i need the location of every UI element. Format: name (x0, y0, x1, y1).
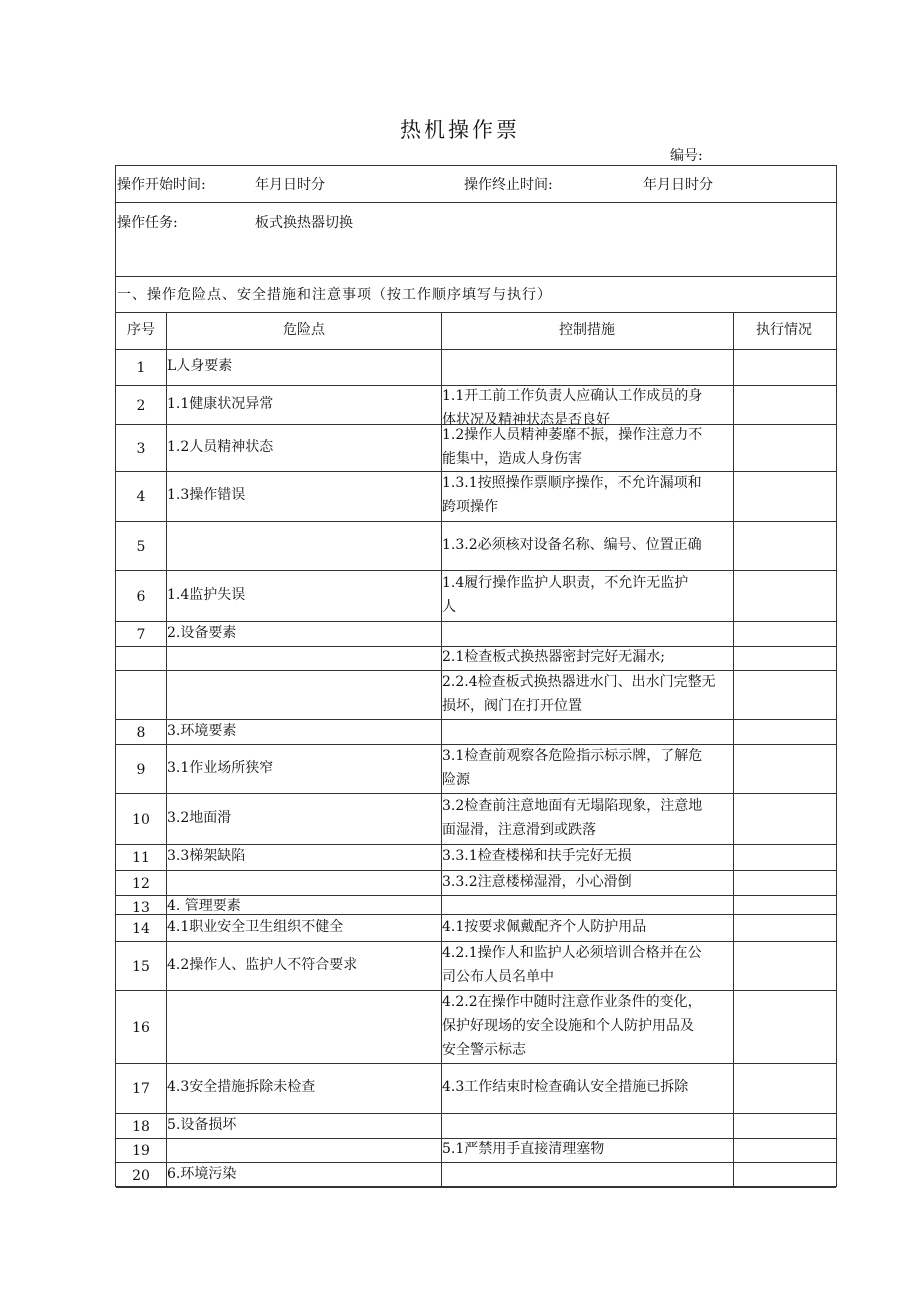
hazard-point: 2.设备要素 (167, 625, 237, 641)
hazard-point: 4.3安全措施拆除未检查 (167, 1079, 316, 1095)
row-number: 16 (132, 1020, 150, 1036)
section-title: 一、操作危险点、安全措施和注意事项（按工作顺序填写与执行） (117, 287, 552, 303)
control-measure-line: 3.3.2注意楼梯湿滑，小心滑倒 (442, 874, 632, 890)
execution-status-cell[interactable] (734, 942, 834, 989)
hazard-point: 4. 管理要素 (167, 898, 241, 914)
task-value[interactable]: 板式换热器切换 (255, 215, 353, 231)
table-row-rule (116, 1187, 836, 1188)
start-time-label: 操作开始时间: (117, 177, 206, 193)
control-measure-line: 1.3.1按照操作票顺序操作，不允许漏项和 (442, 475, 702, 491)
execution-status-cell[interactable] (734, 1139, 834, 1161)
control-measure-line: 4.3工作结束时检查确认安全措施已拆除 (442, 1079, 689, 1095)
row-number: 5 (136, 539, 146, 555)
execution-status-cell[interactable] (734, 647, 834, 669)
control-measure-line: 人 (442, 599, 456, 615)
operation-ticket-table (115, 165, 837, 1187)
start-time-value[interactable]: 年月日时分 (255, 177, 325, 193)
row-number: 20 (132, 1168, 150, 1184)
control-measure-line: 4.2.2在操作中随时注意作业条件的变化， (442, 994, 702, 1010)
row-number: 10 (132, 812, 150, 828)
row-number: 9 (136, 762, 146, 778)
hazard-point: 4.2操作人、监护人不符合要求 (167, 957, 358, 973)
control-measure-line: 5.1严禁用手直接清理塞物 (442, 1141, 605, 1157)
control-measure-line: 4.2.1操作人和监护人必须培训合格并在公 (442, 945, 702, 961)
execution-status-cell[interactable] (734, 915, 834, 940)
rule (116, 276, 836, 277)
row-number: 19 (132, 1143, 150, 1159)
execution-status-cell[interactable] (734, 671, 834, 718)
row-number: 7 (136, 627, 146, 643)
serial-number-label: 编号: (670, 148, 703, 164)
column-header: 控制措施 (559, 322, 615, 338)
execution-status-cell[interactable] (734, 845, 834, 869)
execution-status-cell[interactable] (734, 871, 834, 894)
control-measure-line: 能集中，造成人身伤害 (442, 451, 582, 467)
hazard-point: 1.3操作错误 (167, 487, 246, 503)
control-measure-line: 安全警示标志 (442, 1042, 526, 1058)
hazard-point: 5.设备损坏 (167, 1117, 237, 1133)
hazard-point: 3.3梯架缺陷 (167, 848, 246, 864)
task-label: 操作任务: (117, 215, 178, 231)
execution-status-cell[interactable] (734, 1163, 834, 1186)
hazard-point: 1.2人员精神状态 (167, 439, 274, 455)
execution-status-cell[interactable] (734, 794, 834, 843)
row-number: 6 (136, 589, 146, 605)
table-row-rule (116, 349, 836, 350)
end-time-value[interactable]: 年月日时分 (643, 177, 713, 193)
control-measure-line: 损坏，阀门在打开位置 (442, 698, 582, 714)
ticket-title: 热机操作票 (400, 118, 520, 142)
row-number: 14 (132, 921, 150, 937)
control-measure-line: 3.3.1检查楼梯和扶手完好无损 (442, 848, 632, 864)
execution-status-cell[interactable] (734, 896, 834, 913)
control-measure-line: 1.3.2必须核对设备名称、编号、位置正确 (442, 537, 702, 553)
row-number: 8 (136, 725, 146, 741)
hazard-point: 3.1作业场所狭窄 (167, 760, 274, 776)
row-number: 12 (132, 876, 150, 892)
control-measure-line: 司公布人员名单中 (442, 969, 554, 985)
execution-status-cell[interactable] (734, 522, 834, 569)
execution-status-cell[interactable] (734, 622, 834, 645)
row-number: 17 (132, 1081, 150, 1097)
control-measure-line: 3.1检查前观察各危险指示标示牌，了解危 (442, 748, 703, 764)
control-measure-line: 3.2检查前注意地面有无塌陷现象，注意地 (442, 798, 703, 814)
row-number: 1 (136, 360, 146, 376)
control-measure-line: 体状况及精神状态是否良好 (442, 412, 610, 428)
column-header: 序号 (127, 322, 155, 338)
control-measure-line: 保护好现场的安全设施和个人防护用品及 (442, 1018, 694, 1034)
table-row-rule (116, 521, 836, 522)
column-header: 危险点 (283, 322, 325, 338)
execution-status-cell[interactable] (734, 991, 834, 1062)
row-number: 18 (132, 1119, 150, 1135)
column-header: 执行情况 (756, 322, 812, 338)
execution-status-cell[interactable] (734, 720, 834, 743)
hazard-point: 3.2地面滑 (167, 810, 232, 826)
rule (116, 312, 836, 313)
execution-status-cell[interactable] (734, 1064, 834, 1112)
row-number: 3 (136, 441, 146, 457)
row-number: 11 (132, 850, 150, 866)
control-measure-line: 面湿滑，注意滑到或跌落 (442, 822, 596, 838)
execution-status-cell[interactable] (734, 745, 834, 792)
row-number: 2 (136, 398, 146, 414)
hazard-point: L人身要素 (167, 358, 233, 374)
row-number: 13 (132, 900, 150, 916)
control-measure-line: 险源 (442, 772, 470, 788)
execution-status-cell[interactable] (734, 425, 834, 470)
control-measure-line: 1.1开工前工作负责人应确认工作成员的身 (442, 388, 703, 404)
row-number: 4 (136, 489, 146, 505)
control-measure-line: 1.4履行操作监护人职责，不允许无监护 (442, 575, 689, 591)
control-measure-line: 2.1检查板式换热器密封完好无漏水; (442, 649, 665, 665)
execution-status-cell[interactable] (734, 350, 834, 384)
end-time-label: 操作终止时间: (464, 177, 553, 193)
hazard-point: 1.1健康状况异常 (167, 396, 274, 412)
row-number: 15 (132, 959, 150, 975)
rule (116, 202, 836, 203)
control-measure-line: 1.2操作人员精神萎靡不振，操作注意力不 (442, 427, 703, 443)
hazard-point: 6.环境污染 (167, 1166, 237, 1182)
control-measure-line: 4.1按要求佩戴配齐个人防护用品 (442, 919, 647, 935)
control-measure-line: 跨项操作 (442, 499, 498, 515)
execution-status-cell[interactable] (734, 472, 834, 520)
hazard-point: 1.4监护失误 (167, 587, 246, 603)
hazard-point: 4.1职业安全卫生组织不健全 (167, 919, 344, 935)
execution-status-cell[interactable] (734, 1114, 834, 1137)
execution-status-cell[interactable] (734, 386, 834, 423)
execution-status-cell[interactable] (734, 571, 834, 620)
hazard-point: 3.环境要素 (167, 723, 237, 739)
control-measure-line: 2.2.4检查板式换热器进水门、出水门完整无 (442, 674, 716, 690)
table-row-rule (116, 1063, 836, 1064)
